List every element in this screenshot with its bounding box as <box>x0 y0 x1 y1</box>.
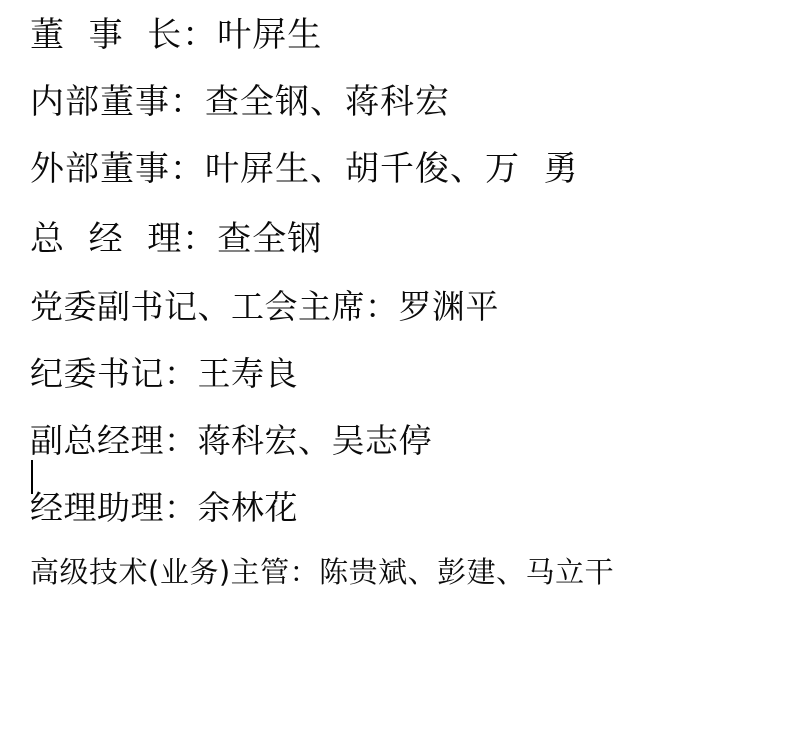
document-line-chairman <box>30 15 323 55</box>
document-line-manager-assistant <box>30 488 298 527</box>
line-text: 内部董事：查全钢、蒋科宏 <box>30 82 450 122</box>
line-text: 总 经 理：查全钢 <box>30 219 323 259</box>
line-text: 副总经理：蒋科宏、吴志停 <box>30 421 432 460</box>
line-text: 经理助理：余林花 <box>30 488 298 527</box>
document-line-discipline-secretary <box>30 354 298 393</box>
document-line-party-deputy-secretary-union-chair <box>30 287 499 326</box>
line-text: 高级技术(业务)主管：陈贵斌、彭建、马立干 <box>30 555 615 589</box>
document-line-deputy-gm <box>30 421 432 496</box>
line-text: 外部董事：叶屏生、胡千俊、万 勇 <box>30 149 579 189</box>
line-text: 董 事 长：叶屏生 <box>30 15 323 55</box>
document-line-senior-tech-supervisor <box>30 555 615 589</box>
document-line-external-directors <box>30 149 579 189</box>
document-line-general-manager <box>30 219 323 259</box>
document-line-internal-directors <box>30 82 450 122</box>
line-text: 纪委书记：王寿良 <box>30 354 298 393</box>
line-text: 党委副书记、工会主席：罗渊平 <box>30 287 499 326</box>
